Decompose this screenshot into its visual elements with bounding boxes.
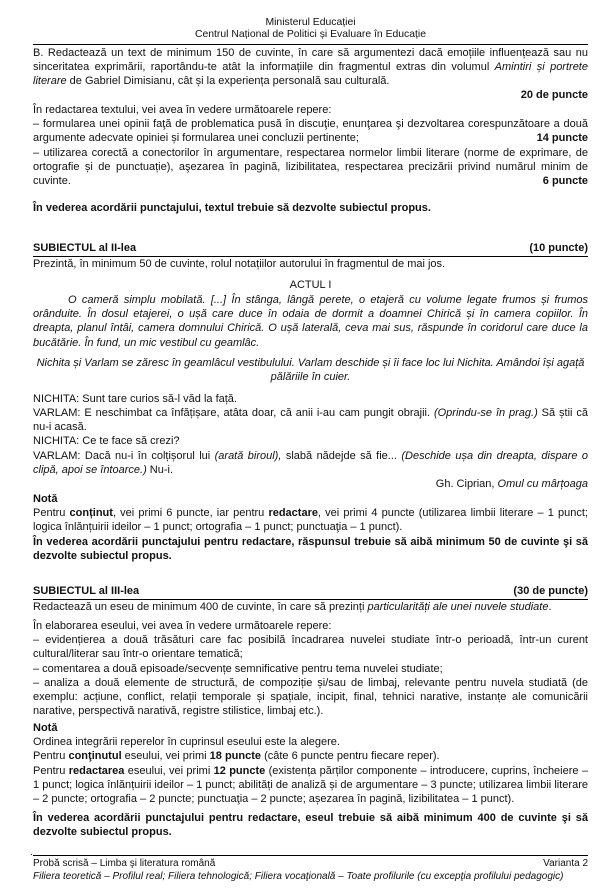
subject-3-note-redaction: Pentru redactarea eseului, vei primi 12 puncte (existența părților componente – introducere, cuprins, încheiere – 1 punct; logica înlănțuirii ideilor – 1 punct; abilități de analiză și de argumentare – 3 puncte; utilizarea limbii literare – 2 puncte; ortografia – 2 puncte; punctuaţia – 2 puncte; așezarea în pagină, lizibilitatea – 1 punct). [33, 764, 588, 806]
part-b-bullet-2 [33, 146, 588, 189]
subject-3-bullet-1: – evidențierea a două trăsături care fac posibilă încadrarea nuvelei studiate într-o perioadă, într-un curent cultural/literar sau într-o orientare tematică; [33, 633, 588, 661]
subject-3-note-order: Ordinea integrării reperelor în cuprinsul eseului este la alegere. [33, 736, 340, 749]
subject-2-heading [33, 241, 588, 257]
act-title: ACTUL I [289, 279, 332, 292]
stage-description: O cameră simplu mobilată. [...] În stânga, lângă perete, o etajeră cu volume legate frumos și frumos orânduite. În dosul etajerei, o ușă care duce în odaia de dormit a doamnei Chirică și în camera copiilor. În dreapta, planul întâi, camera domnului Chirică. O ușă laterală, ceva mai sus, răspunde în coridorul care duce la bucătărie. În fund, un mic vestibul cu geamlâc. [33, 293, 588, 349]
subject-3-task: Redactează un eseu de minimum 400 de cuvinte, în care să prezinți particularități ale unei nuvele studiate. [33, 601, 552, 614]
dialogue-line: NICHITA: Ce te face să crezi? [33, 435, 180, 448]
subject-3-requirement: În vederea acordării punctajului pentru redactare, eseul trebuie să aibă minimum 400 de cuvinte şi să dezvolte subiectul propus. [33, 811, 588, 838]
part-b-bullet-1 [33, 117, 588, 146]
institution-line: Centrul Național de Politici și Evaluare în Educație [194, 29, 427, 41]
part-b-repere-intro: În redactarea textului, vei avea în vedere următoarele repere: [33, 103, 332, 116]
part-b-bullet-1-text: – formularea unei opinii faţă de problematica pusă în discuţie, enunţarea şi dezvoltarea corespunzătoare a două argumente adecvate opiniei și formularea unei concluzii pertinente; [33, 118, 588, 145]
dialogue-line: NICHITA: Sunt tare curios să-l văd la față. [33, 392, 237, 405]
subject-3-points: (30 de puncte) [513, 585, 588, 598]
subject-2-title: SUBIECTUL al II-lea [33, 241, 137, 254]
subject-2-note-label: Notă [33, 492, 58, 505]
part-b-points: 20 de puncte [520, 89, 588, 102]
subject-3-repere-intro: În elaborarea eseului, vei avea în vedere următoarele repere: [33, 619, 332, 632]
stage-note: Nichita și Varlam se zăresc în geamlâcul vestibulului. Varlam deschide și îi face loc lui Nichita. Amândoi își agață pălăriile în cuier. [36, 356, 585, 384]
subject-2-points: (10 puncte) [529, 241, 588, 254]
subject-3-note-label: Notă [33, 721, 58, 734]
subject-3-note-content: Pentru conţinutul eseului, vei primi 18 puncte (câte 6 puncte pentru fiecare reper). [33, 750, 440, 763]
header-divider [33, 44, 588, 45]
footer-variant: Varianta 2 [543, 858, 588, 870]
subject-3-bullet-3: – analiza a două elemente de structură, de compoziție și/sau de limbaj, relevante pentru nuvela studiată (de exemplu: acțiune, conflict, relații temporale și spațiale, incipit, final, tehnici narative, instanțe ale comunicării narative, perspectivă narativă, registre stilistice, limbaj etc.). [33, 676, 588, 718]
subject-2-requirement: În vederea acordării punctajului pentru redactare, răspunsul trebuie să aibă minimum 50 de cuvinte şi să dezvolte subiectul propus. [33, 535, 588, 562]
footer-exam-name: Probă scrisă – Limba şi literatura română [33, 858, 216, 870]
footer-filiera: Filiera teoretică – Profilul real; Filiera tehnologică; Filiera vocaţională – Toate profilurile (cu excepţia profilului pedagogic) [33, 870, 564, 882]
page-footer [33, 855, 588, 883]
ministry-line: Ministerul Educației [265, 17, 356, 28]
dialogue-block [33, 392, 588, 478]
part-b-bullet-1-points: 14 puncte [536, 132, 588, 145]
subject-3-title: SUBIECTUL al III-lea [33, 585, 140, 598]
author-attribution: Gh. Ciprian, Omul cu mârțoaga [435, 478, 588, 491]
dialogue-line: VARLAM: Dacă nu-i în colțișorul lui (arată biroul), slabă nădejde să fie... (Deschide ușa din dreapta, dispare o clipă, apoi se întoarce.) Nu-i. [33, 449, 589, 477]
page-header [33, 17, 588, 42]
part-b-bullet-2-text: – utilizarea corectă a conectorilor în argumentare, respectarea normelor limbii literare (norme de exprimare, de ortografie și de punctuație), aşezarea în pagină, lizibilitatea, respectarea precizării privind numărul minim de cuvinte. [33, 146, 588, 188]
footer-row [33, 858, 588, 870]
footer-divider [33, 855, 588, 856]
subject-2-task: Prezintă, în minimum 50 de cuvinte, rolul notațiilor autorului în fragmentul de mai jos. [33, 258, 446, 271]
part-b-requirement: În vederea acordării punctajului, textul trebuie să dezvolte subiectul propus. [33, 201, 431, 214]
part-b-paragraph: B. Redactează un text de minimum 150 de cuvinte, în care să argumentezi dacă emoțiile influențează sau nu sinceritatea exprimării, raportându-te atât la informațiile din fragmentul extras din volumul Amintiri și portrete literare de Gabriel Dimisianu, cât și la experiența personală sau culturală. [33, 46, 588, 88]
subject-2-note-text: Pentru conținut, vei primi 6 puncte, iar pentru redactare, vei primi 4 puncte (utilizarea limbii literare – 1 punct; logica înlănțuirii ideilor – 1 punct; ortografia – 1 punct; punctuaţia – 1 punct). [33, 506, 588, 534]
dialogue-line: VARLAM: E neschimbat ca înfățișare, atâta doar, că anii i-au cam pungit obrajii. (Oprindu-se în prag.) Să știi că nu-i acasă. [33, 406, 589, 434]
subject-3-bullet-2: – comentarea a două episoade/secvențe semnificative pentru tema nuvelei studiate; [33, 662, 443, 675]
stray-mark: . [30, 847, 33, 858]
part-b-bullet-2-points: 6 puncte [542, 175, 588, 188]
subject-3-heading [33, 584, 588, 600]
